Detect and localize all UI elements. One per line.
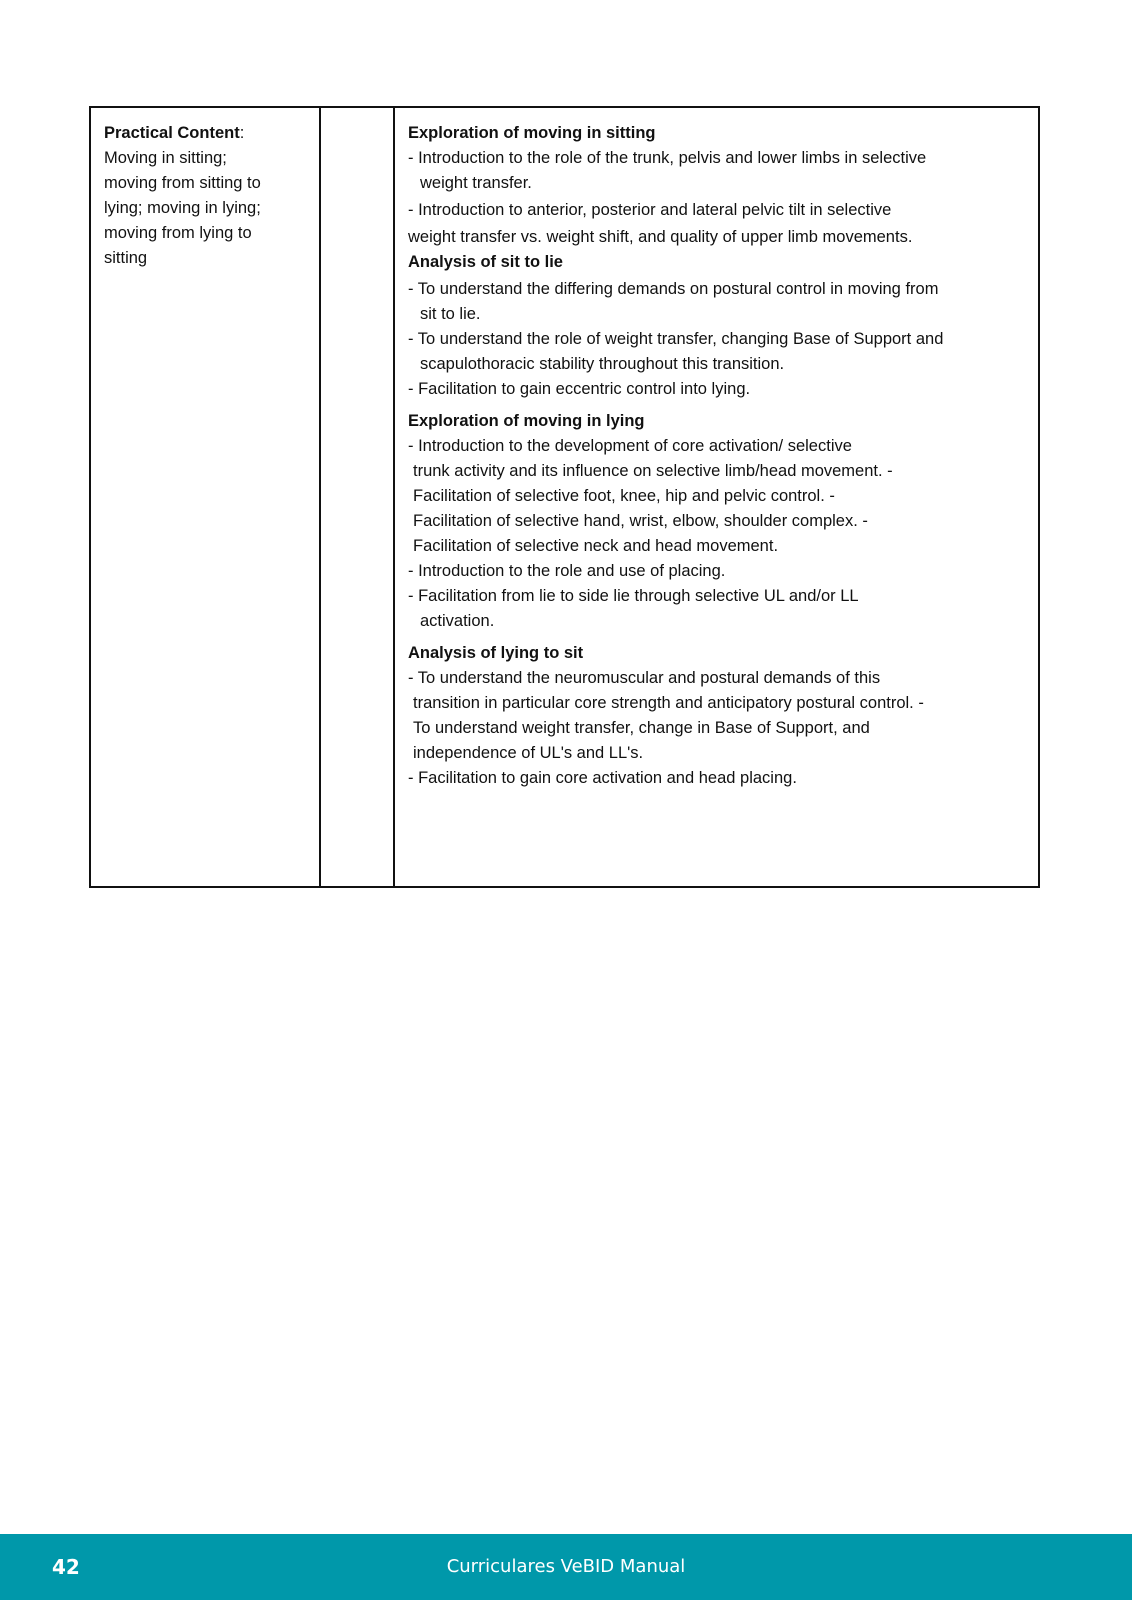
section-moving-in-sitting: [408, 121, 1024, 250]
section-moving-in-lying: [408, 409, 1024, 634]
page-number: 42: [52, 1555, 80, 1579]
section-line: - Introduction to anterior, posterior and lateral pelvic tilt in selective: [408, 201, 892, 219]
section-line: weight transfer vs. weight shift, and quality of upper limb movements.: [408, 228, 913, 246]
content-description-cell: [395, 108, 1038, 886]
practical-content-cell: [91, 108, 321, 886]
section-line: - Introduction to the role and use of placing.: [408, 562, 726, 580]
section-title: Analysis of sit to lie: [408, 253, 563, 271]
practical-content-line: sitting: [104, 249, 148, 267]
section-title: Exploration of moving in lying: [408, 412, 645, 430]
section-title: Analysis of lying to sit: [408, 644, 584, 662]
section-line: - Facilitation to gain eccentric control into lying.: [408, 380, 751, 398]
section-line: independence of UL's and LL's.: [413, 744, 644, 762]
section-line: sit to lie.: [420, 305, 481, 323]
section-line: - To understand the neuromuscular and postural demands of this: [408, 669, 881, 687]
practical-content-heading: [104, 121, 307, 146]
section-line: Facilitation of selective neck and head movement.: [413, 537, 779, 555]
section-sit-to-lie: [408, 250, 1024, 402]
practical-content-heading-colon: :: [239, 124, 245, 142]
section-line: - Introduction to the role of the trunk, pelvis and lower limbs in selective: [408, 149, 927, 167]
practical-content-line: moving from lying to: [104, 224, 252, 242]
section-line: Facilitation of selective hand, wrist, elbow, shoulder complex. -: [413, 512, 868, 530]
section-line: - To understand the role of weight transfer, changing Base of Support and: [408, 330, 944, 348]
section-line: transition in particular core strength and anticipatory postural control. -: [413, 694, 924, 712]
content-table: [89, 106, 1040, 888]
section-line: - Facilitation to gain core activation and head placing.: [408, 769, 797, 787]
practical-content-line: moving from sitting to: [104, 174, 261, 192]
section-line: scapulothoracic stability throughout this transition.: [420, 355, 785, 373]
practical-content-heading-label: Practical Content: [104, 124, 240, 142]
section-line: trunk activity and its influence on selective limb/head movement. -: [413, 462, 893, 480]
section-title: Exploration of moving in sitting: [408, 124, 656, 142]
empty-middle-cell: [321, 108, 395, 886]
practical-content-line: Moving in sitting;: [104, 149, 227, 167]
section-lying-to-sit: [408, 641, 1024, 791]
section-line: - Facilitation from lie to side lie through selective UL and/or LL: [408, 587, 859, 605]
practical-content-line: lying; moving in lying;: [104, 199, 261, 217]
section-line: Facilitation of selective foot, knee, hip and pelvic control. -: [413, 487, 835, 505]
section-line: weight transfer.: [420, 174, 532, 192]
page-footer: [0, 1534, 1132, 1600]
section-line: activation.: [420, 612, 495, 630]
section-line: To understand weight transfer, change in Base of Support, and: [413, 719, 870, 737]
section-line: - To understand the differing demands on postural control in moving from: [408, 280, 939, 298]
footer-title: Curriculares VeBID Manual: [446, 1556, 686, 1577]
section-line: - Introduction to the development of core activation/ selective: [408, 437, 852, 455]
